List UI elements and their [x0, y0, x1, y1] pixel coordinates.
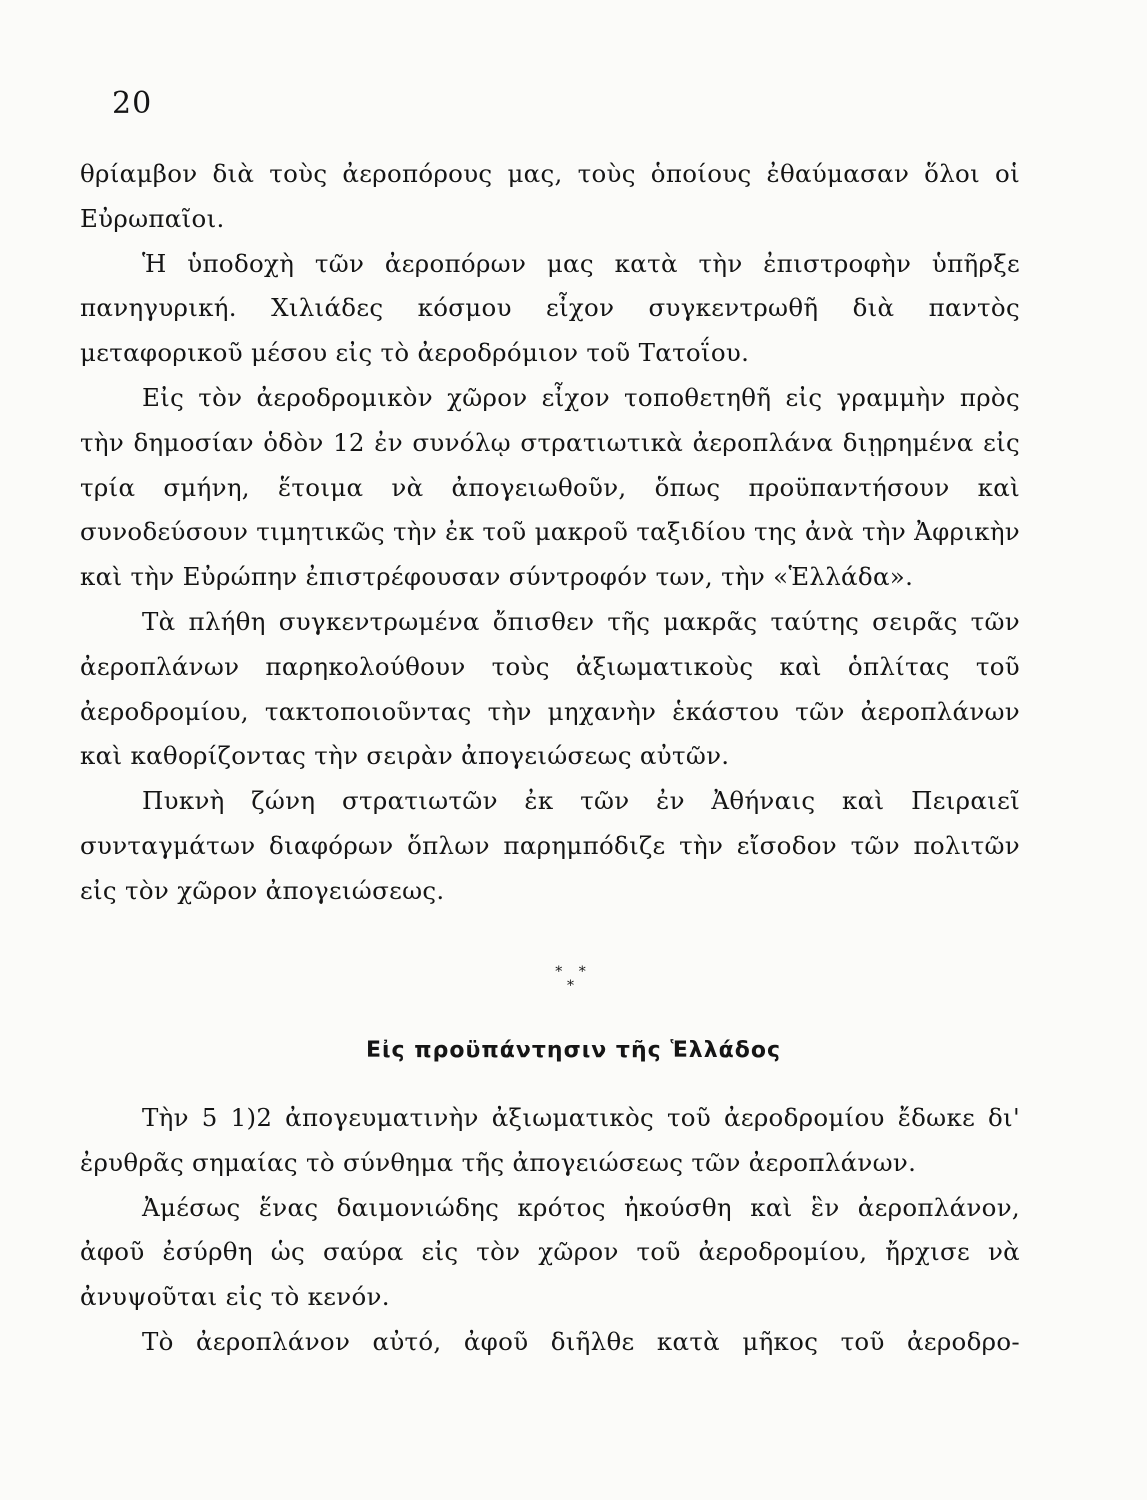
section-1-text [80, 152, 1020, 914]
section-heading: Εἰς προϋπάντησιν τῆς Ἑλλάδος [365, 1038, 782, 1063]
paragraph: Τὴν 5 1)2 ἀπογευματινὴν ἀξιωματικὸς τοῦ ἀεροδρομίου ἔδωκε δι' ἐρυθρᾶς σημαίας τὸ σύνθημα τῆς ἀπογειώσεως τῶν ἀεροπλάνων. [80, 1103, 1020, 1177]
separator-stars-bottom: * [567, 978, 580, 994]
paragraph: Ἡ ὑποδοχὴ τῶν ἀεροπόρων μας κατὰ τὴν ἐπιστροφὴν ὑπῆρξε πανηγυρική. Χιλιάδες κόσμου εἶχον συγκεντρωθῆ διὰ παντὸς μεταφορικοῦ μέσου εἰς τὸ ἀεροδρόμιον τοῦ Τατοΐου. [80, 248, 1020, 368]
section-2-text [80, 1096, 1020, 1365]
section-separator [0, 965, 1147, 993]
paragraph: Εἰς τὸν ἀεροδρομικὸν χῶρον εἶχον τοποθετηθῆ εἰς γραμμὴν πρὸς τὴν δημοσίαν ὁδὸν 12 ἐν συνόλῳ στρατιωτικὰ ἀεροπλάνα διῃρημένα εἰς τρία σμήνη, ἕτοιμα νὰ ἀπογειωθοῦν, ὅπως προϋπαντήσουν καὶ συνοδεύσουν τιμητικῶς τὴν ἐκ τοῦ μακροῦ ταξιδίου της ἀνὰ τὴν Ἀφρικὴν καὶ τὴν Εὐρώπην ἐπιστρέφουσαν σύντροφόν των, τὴν «Ἑλλάδα». [80, 382, 1020, 592]
paragraph: Τὸ ἀεροπλάνον αὐτό, ἀφοῦ διῆλθε κατὰ μῆκος τοῦ ἀεροδρο- [142, 1326, 1020, 1356]
paragraph: Ἀμέσως ἕνας δαιμονιώδης κρότος ἠκούσθη καὶ ἓν ἀεροπλάνον, ἀφοῦ ἐσύρθη ὡς σαύρα εἰς τὸν χῶρον τοῦ ἀεροδρομίου, ἤρχισε νὰ ἀνυψοῦται εἰς τὸ κενόν. [80, 1192, 1020, 1312]
paragraph: θρίαμβον διὰ τοὺς ἀεροπόρους μας, τοὺς ὁποίους ἐθαύμασαν ὅλοι οἱ Εὐρωπαῖοι. [80, 159, 1020, 233]
paragraph: Τὰ πλήθη συγκεντρωμένα ὄπισθεν τῆς μακρᾶς ταύτης σειρᾶς τῶν ἀεροπλάνων παρηκολούθουν τοὺς ἀξιωματικοὺς καὶ ὁπλίτας τοῦ ἀεροδρομίου, τακτοποιοῦντας τὴν μηχανὴν ἑκάστου τῶν ἀεροπλάνων καὶ καθορίζοντας τὴν σειρὰν ἀπογειώσεως αὐτῶν. [80, 606, 1020, 771]
separator-stars-top: * * [555, 964, 592, 980]
page-number: 20 [112, 86, 153, 121]
paragraph: Πυκνὴ ζώνη στρατιωτῶν ἐκ τῶν ἐν Ἀθήναις καὶ Πειραιεῖ συνταγμάτων διαφόρων ὅπλων παρημπόδιζε τὴν εἴσοδον τῶν πολιτῶν εἰς τὸν χῶρον ἀπογειώσεως. [80, 786, 1020, 905]
